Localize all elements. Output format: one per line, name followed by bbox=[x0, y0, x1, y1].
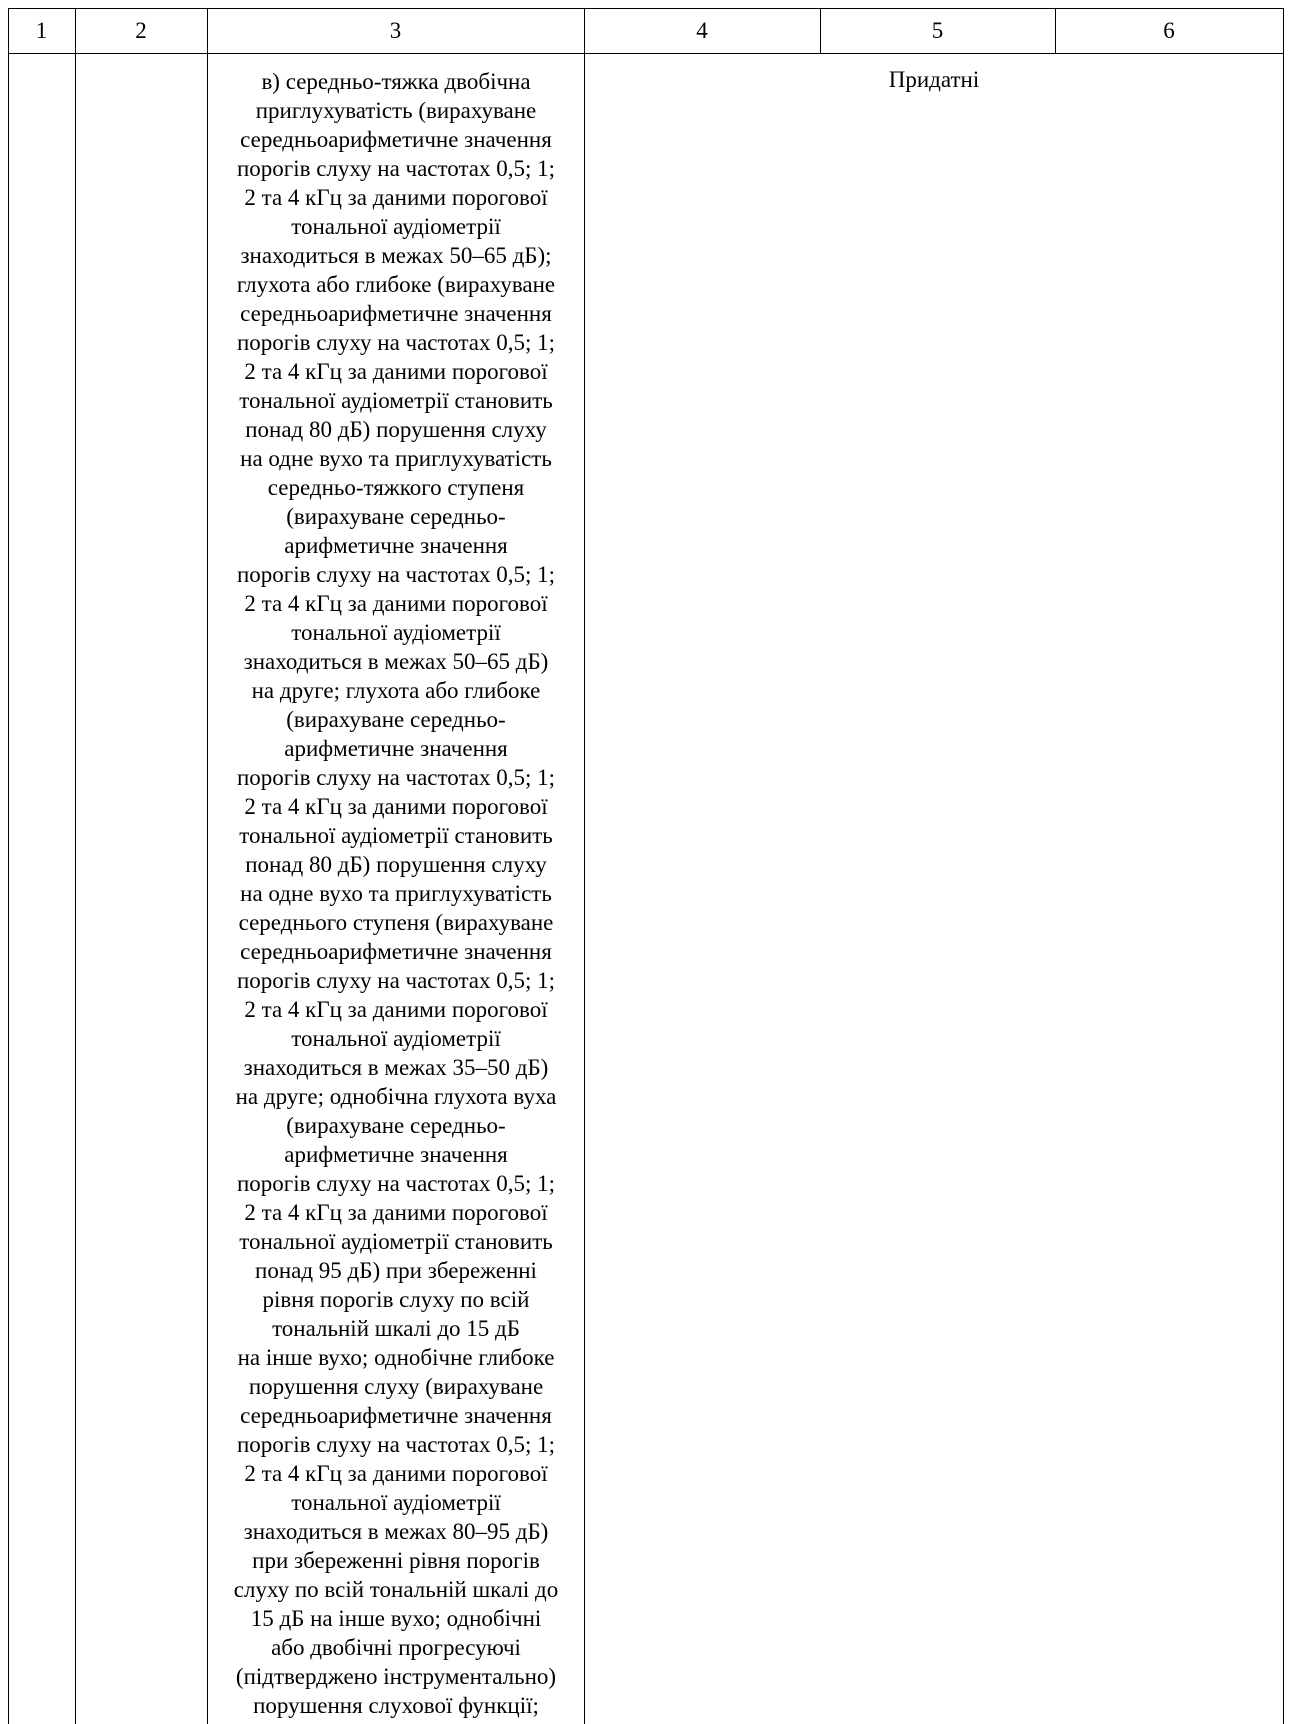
description-line: (підтверджено інструментально) bbox=[235, 1664, 557, 1689]
description-line: арифметичне значення bbox=[284, 736, 508, 761]
description-line: знаходиться в межах 35–50 дБ) bbox=[243, 1055, 549, 1080]
description-line: порогів слуху на частотах 0,5; 1; bbox=[236, 968, 556, 993]
description-line: глухота або глибоке (вирахуване bbox=[236, 272, 556, 297]
description-line: тональної аудіометрії становить bbox=[239, 1229, 553, 1254]
description-line: знаходиться в межах 50–65 дБ) bbox=[243, 649, 549, 674]
col-border-left bbox=[8, 8, 9, 1724]
description-line: порушення слуху (вирахуване bbox=[248, 1374, 544, 1399]
description-line: або двобічні прогресуючі bbox=[271, 1635, 521, 1660]
description-line: (вирахуване середньо- bbox=[286, 707, 506, 732]
description-line: слуху по всій тональній шкалі до bbox=[233, 1577, 559, 1602]
description-line: порогів слуху на частотах 0,5; 1; bbox=[236, 1432, 556, 1457]
header-cell-2: 2 bbox=[135, 18, 147, 43]
description-line: понад 80 дБ) порушення слуху bbox=[245, 852, 547, 877]
description-line: тональної аудіометрії становить bbox=[239, 823, 553, 848]
description-line: на одне вухо та приглухуватість bbox=[240, 446, 552, 471]
description-line: 15 дБ на інше вухо; однобічні bbox=[250, 1606, 542, 1631]
description-line: 2 та 4 кГц за даними порогової bbox=[244, 1200, 548, 1225]
description-line: на інше вухо; однобічне глибоке bbox=[237, 1345, 555, 1370]
description-line: порогів слуху на частотах 0,5; 1; bbox=[236, 765, 556, 790]
condition-description-cell bbox=[208, 67, 584, 1720]
description-line: тональної аудіометрії становить bbox=[239, 388, 553, 413]
description-line: 2 та 4 кГц за даними порогової bbox=[244, 591, 548, 616]
col-border-1-2 bbox=[75, 8, 76, 1724]
description-line: порушення слухової функції; bbox=[253, 1693, 539, 1718]
description-line: тональній шкалі до 15 дБ bbox=[272, 1316, 520, 1341]
description-line: рівня порогів слуху по всій bbox=[262, 1287, 530, 1312]
description-line: на одне вухо та приглухуватість bbox=[240, 881, 552, 906]
description-line: тональної аудіометрії bbox=[291, 214, 501, 239]
col-border-3-4 bbox=[584, 8, 585, 1724]
description-line: порогів слуху на частотах 0,5; 1; bbox=[236, 1171, 556, 1196]
description-line: порогів слуху на частотах 0,5; 1; bbox=[236, 330, 556, 355]
header-cell-3: 3 bbox=[389, 18, 402, 43]
description-line: порогів слуху на частотах 0,5; 1; bbox=[236, 156, 556, 181]
fitness-verdict-cell: Придатні bbox=[888, 67, 980, 92]
description-line: знаходиться в межах 50–65 дБ); bbox=[240, 243, 552, 268]
description-line: на друге; однобічна глухота вуха bbox=[235, 1084, 557, 1109]
description-line: (вирахуване середньо- bbox=[286, 504, 506, 529]
description-line: 2 та 4 кГц за даними порогової bbox=[244, 997, 548, 1022]
description-line: 2 та 4 кГц за даними порогової bbox=[244, 1461, 548, 1486]
header-cell-4: 4 bbox=[696, 18, 708, 43]
description-line: при збереженні рівня порогів bbox=[252, 1548, 540, 1573]
description-line: тональної аудіометрії bbox=[291, 620, 501, 645]
description-line: знаходиться в межах 80–95 дБ) bbox=[243, 1519, 549, 1544]
description-line: (вирахуване середньо- bbox=[286, 1113, 506, 1138]
description-line: 2 та 4 кГц за даними порогової bbox=[244, 185, 548, 210]
description-line: середньоарифметичне значення bbox=[240, 1403, 552, 1428]
description-line: 2 та 4 кГц за даними порогової bbox=[244, 359, 548, 384]
description-line: середньоарифметичне значення bbox=[240, 127, 552, 152]
description-line: тональної аудіометрії bbox=[291, 1490, 501, 1515]
description-line: арифметичне значення bbox=[284, 1142, 508, 1167]
header-cell-5: 5 bbox=[931, 18, 944, 43]
description-line: понад 95 дБ) при збереженні bbox=[255, 1258, 537, 1283]
header-cell-6: 6 bbox=[1163, 18, 1175, 43]
description-line: 2 та 4 кГц за даними порогової bbox=[244, 794, 548, 819]
description-line: понад 80 дБ) порушення слуху bbox=[245, 417, 547, 442]
description-line: на друге; глухота або глибоке bbox=[251, 678, 541, 703]
description-line: середньоарифметичне значення bbox=[240, 939, 552, 964]
description-line: середньо-тяжкого ступеня bbox=[267, 475, 525, 500]
description-line: приглухуватість (вирахуване bbox=[255, 98, 537, 123]
col-border-right bbox=[1283, 8, 1284, 1724]
description-line: в) середньо-тяжка двобічна bbox=[261, 69, 531, 94]
header-cell-1: 1 bbox=[35, 18, 48, 43]
description-line: порогів слуху на частотах 0,5; 1; bbox=[236, 562, 556, 587]
description-line: арифметичне значення bbox=[284, 533, 508, 558]
description-line: середнього ступеня (вирахуване bbox=[238, 910, 554, 935]
description-line: середньоарифметичне значення bbox=[240, 301, 552, 326]
description-line: тональної аудіометрії bbox=[291, 1026, 501, 1051]
